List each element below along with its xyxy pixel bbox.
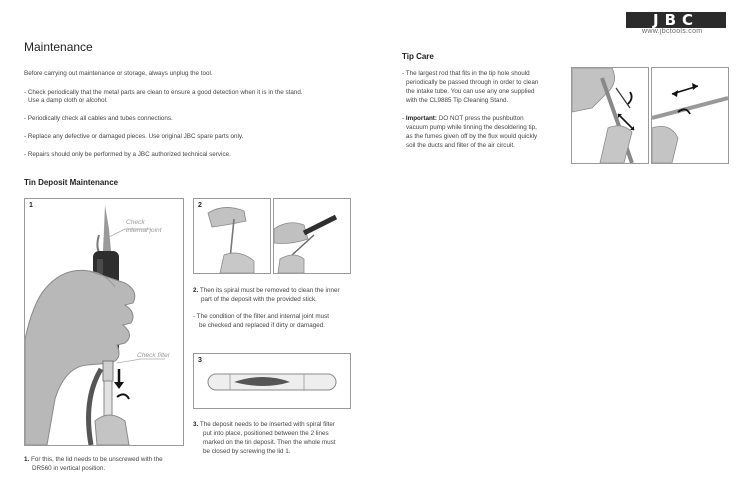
website-url: www.jbctools.com <box>642 28 703 35</box>
tip-care-para2-line-3: as the fumes given off by the flux would quickly <box>406 133 538 140</box>
step-3-line-3: marked on the tin deposit. Then the whole must <box>203 439 336 446</box>
maintenance-item-1: - Check periodically that the metal parts are clean to ensure a good detection when it is in the stand. <box>24 89 303 96</box>
desoldering-tool-illustration <box>25 199 183 445</box>
stick-cleaning-illustration <box>274 199 350 273</box>
tip-care-para1-line-1: - The largest rod that fits in the tip hole should <box>402 70 530 77</box>
tin-deposit-heading: Tin Deposit Maintenance <box>24 178 119 187</box>
maintenance-item-4: - Repairs should only be performed by a JBC authorized technical service. <box>24 151 231 158</box>
maintenance-item-3: - Replace any defective or damaged pieces. Use original JBC spare parts only. <box>24 133 244 140</box>
photo-step-3 <box>193 353 351 409</box>
label-check-filter: Check filter <box>137 352 170 359</box>
step-3-text <box>193 421 335 430</box>
step-1-text-cont: DR560 in vertical position. <box>32 465 106 472</box>
label-check-joint-2: internal joint <box>126 227 162 234</box>
step-1-text <box>24 456 163 465</box>
step-1-text-number: 1. <box>24 456 30 463</box>
tip-care-para2-line-2: vacuum pump while tinning the desoldering tip, <box>406 124 537 131</box>
jbc-logo <box>626 12 726 28</box>
photo-step-2-left <box>193 198 271 274</box>
step-2-note-cont: be checked and replaced if dirty or damaged. <box>199 322 326 329</box>
tin-deposit-tube-illustration <box>194 354 350 408</box>
step-3-line-1: The deposit needs to be inserted with spiral filter <box>199 421 336 428</box>
logo-text: JBC <box>652 12 700 28</box>
step-2-text-number: 2. <box>193 287 199 294</box>
tip-care-para1-line-4: with the CL9885 Tip Cleaning Stand. <box>406 97 509 104</box>
label-check-joint-1: Check <box>126 219 145 226</box>
photo-tip-care-right <box>651 67 729 164</box>
page-title: Maintenance <box>24 40 93 54</box>
spiral-removal-illustration <box>194 199 270 273</box>
step-2-note: - The condition of the filter and internal joint must <box>193 313 330 320</box>
photo-tip-care-left <box>571 67 649 164</box>
step-2-text <box>193 287 340 296</box>
step-1-number: 1 <box>29 202 33 209</box>
step-3-line-2: put into place, positioned between the 2 lines <box>203 430 329 437</box>
step-2-number: 2 <box>198 202 202 209</box>
photo-step-1 <box>24 198 184 446</box>
photo-step-2-right <box>273 198 351 274</box>
tip-rod-cleaning-illustration <box>572 68 648 163</box>
tip-care-heading: Tip Care <box>402 52 434 61</box>
step-1-text-line: For this, the lid needs to be unscrewed with the <box>31 456 163 463</box>
step-2-text-line: Then its spiral must be removed to clean the inner <box>199 287 340 294</box>
tip-care-important: - Important: DO NOT press the pushbutton <box>402 115 524 122</box>
step-3-line-4: be closed by screwing the lid 1. <box>203 448 291 455</box>
tip-care-para2-line-1: DO NOT press the pushbutton <box>438 115 524 122</box>
maintenance-item-2: - Periodically check all cables and tubes connections. <box>24 115 173 122</box>
step-2-text-cont: part of the deposit with the provided stick. <box>201 296 317 303</box>
tip-rotate-illustration <box>652 68 728 163</box>
tip-care-para1-line-2: periodically be passed through in order to clean <box>406 79 539 86</box>
step-3-text-number: 3. <box>193 421 199 428</box>
important-label: Important: <box>405 115 437 122</box>
maintenance-item-1-cont: Use a damp cloth or alcohol. <box>28 97 108 104</box>
step-3-number: 3 <box>198 357 202 364</box>
intro-text: Before carrying out maintenance or storage, always unplug the tool. <box>24 70 213 77</box>
tip-care-para1-line-3: the intake tube. You can use any one supplied <box>406 88 535 95</box>
tip-care-para2-line-4: soil the ducts and filter of the air circuit. <box>406 142 515 149</box>
